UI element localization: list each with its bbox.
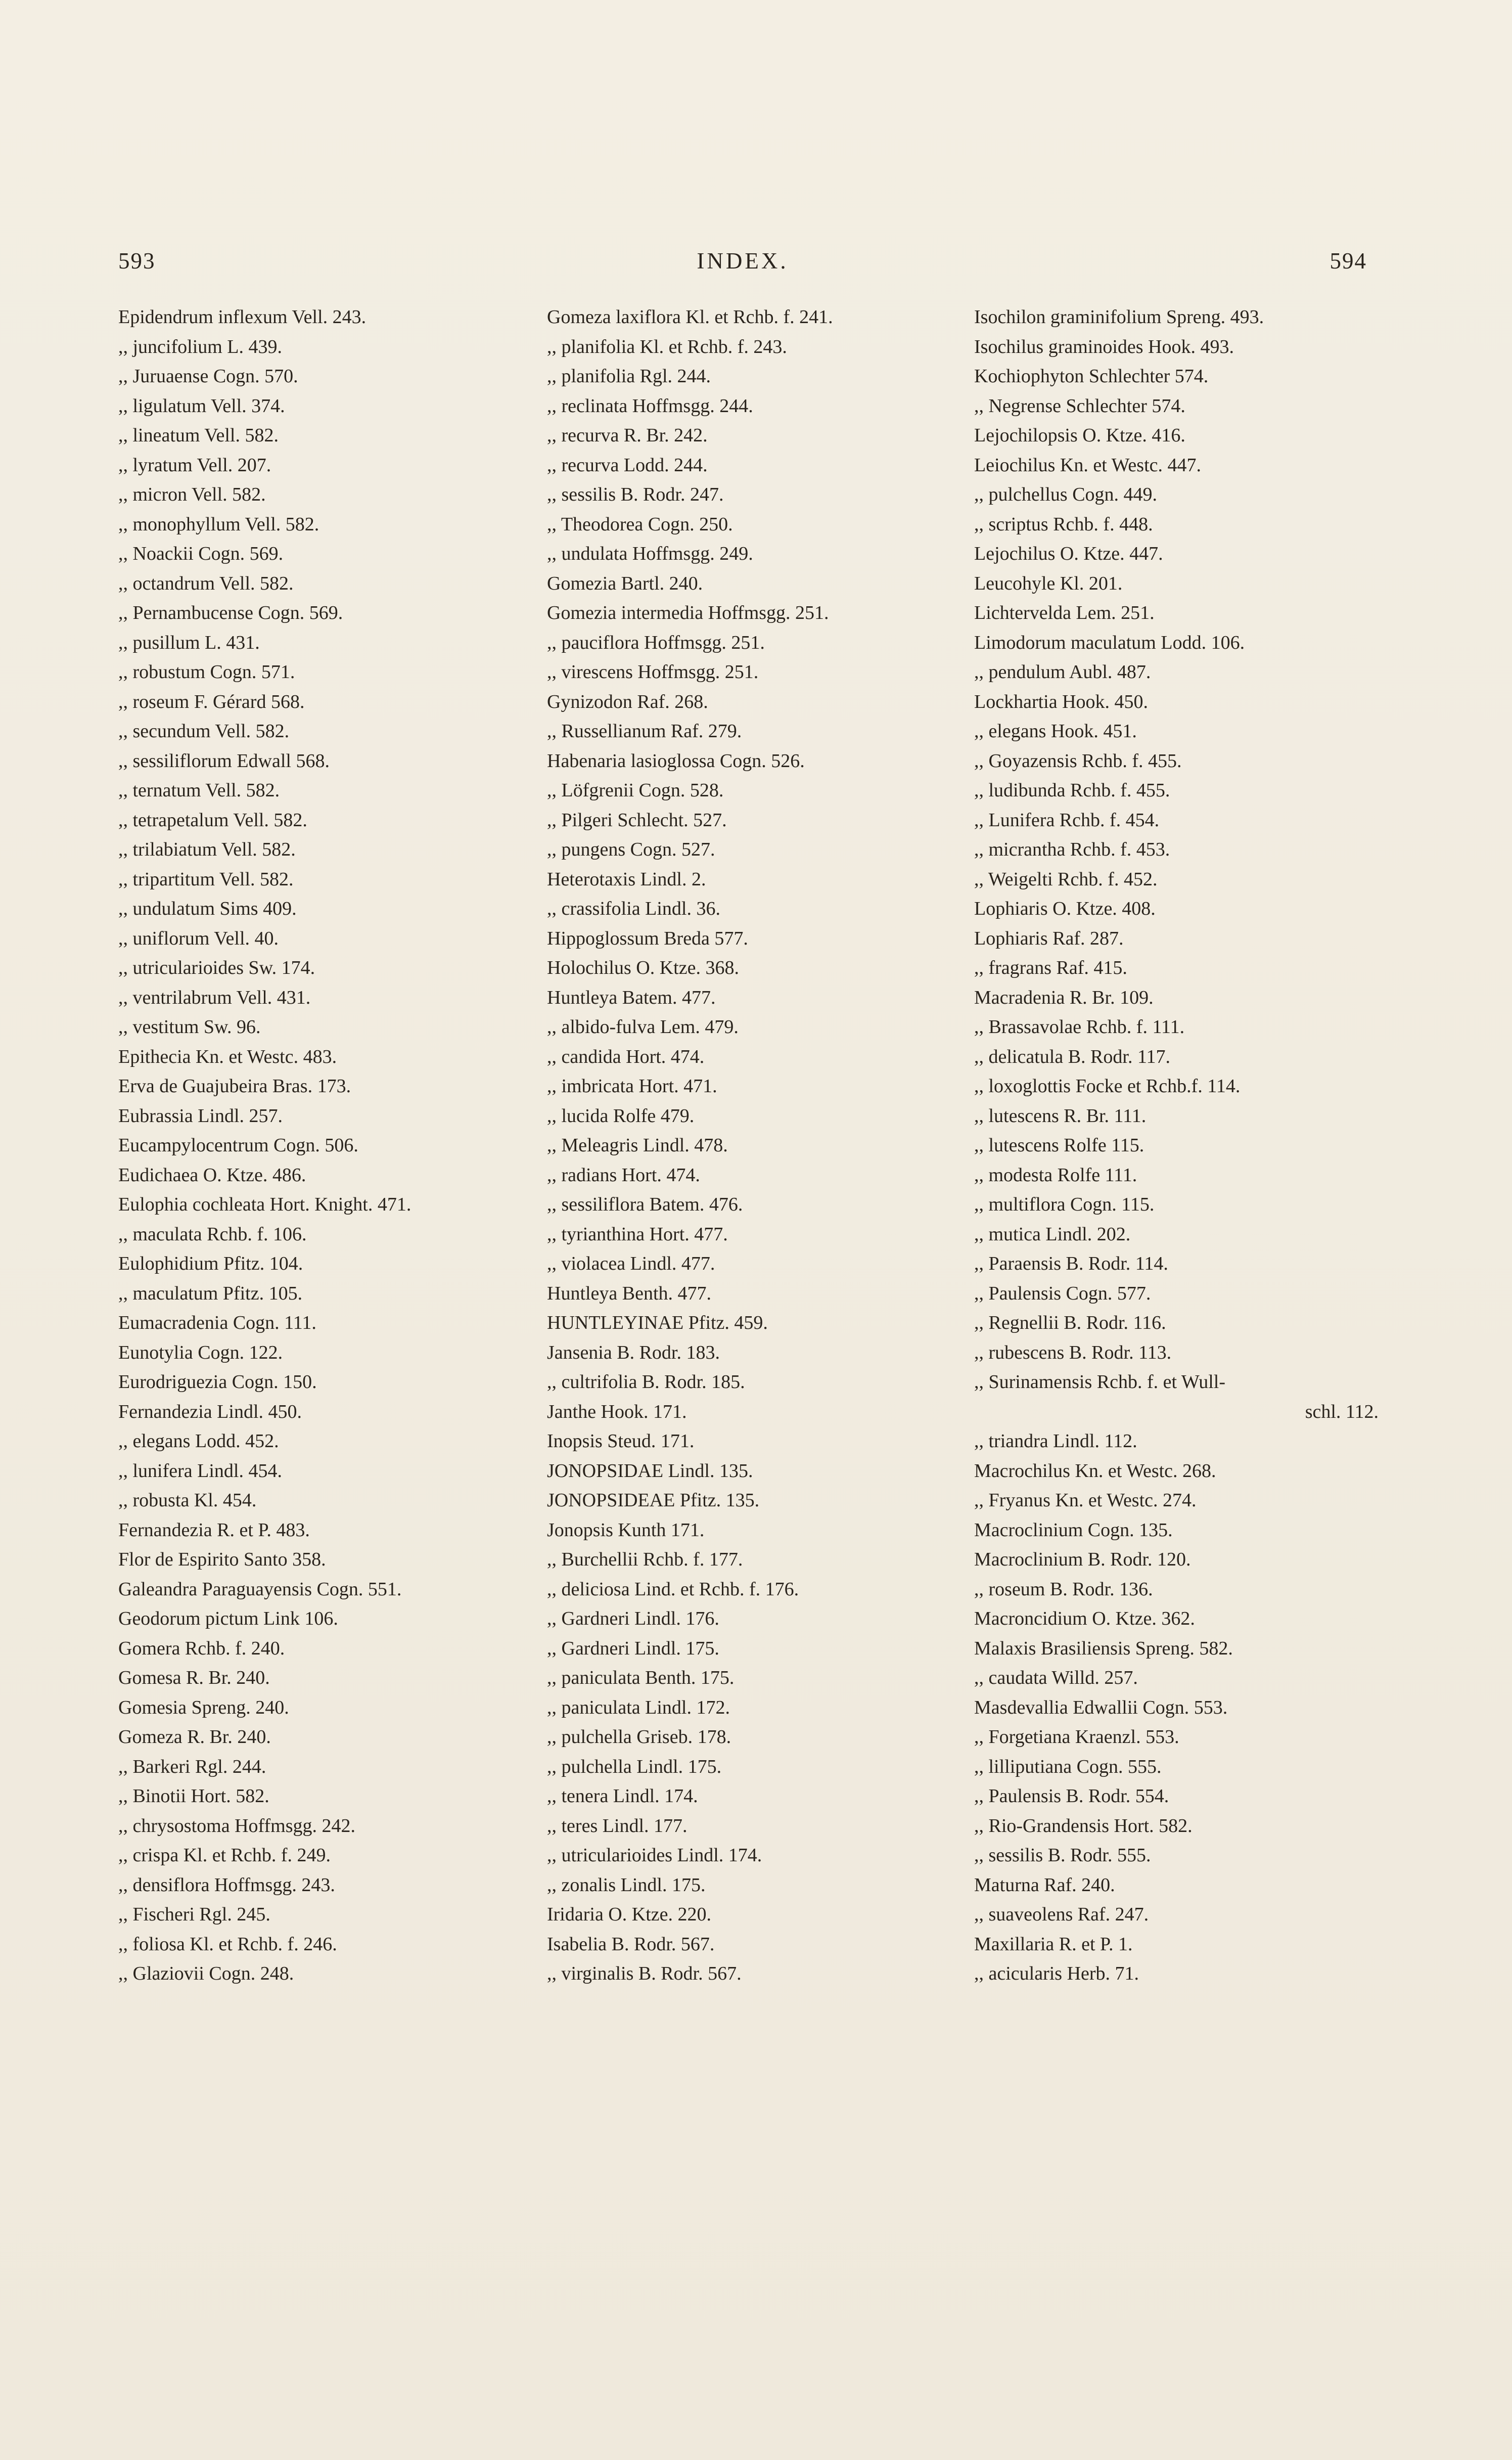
index-entry: ,, roseum F. Gérard 568. bbox=[118, 691, 305, 712]
index-entry: Leiochilus Kn. et Westc. 447. bbox=[974, 454, 1201, 476]
index-entry: ,, lutescens Rolfe 115. bbox=[974, 1135, 1144, 1156]
index-entry: Maxillaria R. et P. 1. bbox=[974, 1933, 1133, 1955]
index-entry: Macrochilus Kn. et Westc. 268. bbox=[974, 1460, 1216, 1482]
index-entry: Macroncidium O. Ktze. 362. bbox=[974, 1608, 1195, 1629]
index-entry: ,, foliosa Kl. et Rchb. f. 246. bbox=[118, 1933, 337, 1955]
index-entry: ,, pulchella Griseb. 178. bbox=[547, 1726, 731, 1748]
index-entry: ,, Binotii Hort. 582. bbox=[118, 1785, 269, 1807]
index-entry: Macradenia R. Br. 109. bbox=[974, 987, 1154, 1008]
index-entry: ,, scriptus Rchb. f. 448. bbox=[974, 513, 1153, 535]
index-entry: ,, caudata Willd. 257. bbox=[974, 1667, 1138, 1688]
index-entry: Eucampylocentrum Cogn. 506. bbox=[118, 1135, 358, 1156]
index-entry: ,, lutescens R. Br. 111. bbox=[974, 1105, 1147, 1127]
index-entry: ,, elegans Lodd. 452. bbox=[118, 1430, 279, 1452]
index-entry: ,, cultrifolia B. Rodr. 185. bbox=[547, 1371, 745, 1393]
index-entry: ,, octandrum Vell. 582. bbox=[118, 572, 294, 594]
index-entry: Gomesa R. Br. 240. bbox=[118, 1667, 270, 1688]
index-entry: Malaxis Brasiliensis Spreng. 582. bbox=[974, 1637, 1233, 1659]
index-entry: Lejochilus O. Ktze. 447. bbox=[974, 543, 1163, 564]
index-entry: ,, sessilis B. Rodr. 247. bbox=[547, 484, 724, 505]
index-entry: Hippoglossum Breda 577. bbox=[547, 927, 748, 949]
index-entry: ,, tripartitum Vell. 582. bbox=[118, 868, 294, 890]
index-entry: Erva de Guajubeira Bras. 173. bbox=[118, 1076, 351, 1097]
index-entry: ,, Juruaense Cogn. 570. bbox=[118, 366, 298, 387]
index-entry: ,, Brassavolae Rchb. f. 111. bbox=[974, 1016, 1185, 1038]
index-entry: Maturna Raf. 240. bbox=[974, 1874, 1115, 1896]
index-entry: ,, Meleagris Lindl. 478. bbox=[547, 1135, 728, 1156]
index-entry: ,, albido-fulva Lem. 479. bbox=[547, 1016, 739, 1038]
index-entry: Holochilus O. Ktze. 368. bbox=[547, 957, 739, 978]
index-entry: Gomeza laxiflora Kl. et Rchb. f. 241. bbox=[547, 306, 833, 328]
index-entry: ,, sessilis B. Rodr. 555. bbox=[974, 1845, 1151, 1866]
index-entry: ,, Theodorea Cogn. 250. bbox=[547, 513, 733, 535]
index-entry: ,, Löfgrenii Cogn. 528. bbox=[547, 780, 724, 801]
index-entry: ,, pulchellus Cogn. 449. bbox=[974, 484, 1158, 505]
index-entry: ,, tyrianthina Hort. 477. bbox=[547, 1223, 728, 1245]
index-entry: ,, utricularioides Sw. 174. bbox=[118, 957, 315, 978]
index-entry: Geodorum pictum Link 106. bbox=[118, 1608, 338, 1629]
index-entry: ,, paniculata Benth. 175. bbox=[547, 1667, 735, 1688]
page-number-right: 594 bbox=[1330, 248, 1367, 274]
index-entry: ,, modesta Rolfe 111. bbox=[974, 1164, 1137, 1186]
index-entry: ,, pendulum Aubl. 487. bbox=[974, 661, 1151, 683]
index-entry: ,, Fischeri Rgl. 245. bbox=[118, 1904, 270, 1925]
index-entry: Huntleya Batem. 477. bbox=[547, 987, 716, 1008]
index-entry: Lejochilopsis O. Ktze. 416. bbox=[974, 425, 1185, 446]
index-entry: ,, maculatum Pfitz. 105. bbox=[118, 1282, 303, 1304]
index-entry: ,, lilliputiana Cogn. 555. bbox=[974, 1756, 1162, 1777]
index-entry: Limodorum maculatum Lodd. 106. bbox=[974, 632, 1245, 653]
index-entry: ,, Fryanus Kn. et Westc. 274. bbox=[974, 1490, 1197, 1511]
index-entry: Eulophia cochleata Hort. Knight. 471. bbox=[118, 1194, 411, 1215]
index-entry: Gomesia Spreng. 240. bbox=[118, 1696, 289, 1718]
index-entry: ,, loxoglottis Focke et Rchb.f. 114. bbox=[974, 1076, 1241, 1097]
index-entry: ,, radians Hort. 474. bbox=[547, 1164, 700, 1186]
page-number-left: 593 bbox=[118, 248, 156, 274]
index-entry: JONOPSIDEAE Pfitz. 135. bbox=[547, 1490, 760, 1511]
index-entry: Fernandezia Lindl. 450. bbox=[118, 1401, 302, 1422]
index-entry: ,, micron Vell. 582. bbox=[118, 484, 266, 505]
index-entry: ,, planifolia Rgl. 244. bbox=[547, 366, 711, 387]
index-entry: ,, Noackii Cogn. 569. bbox=[118, 543, 284, 564]
index-entry: Lophiaris O. Ktze. 408. bbox=[974, 898, 1156, 919]
index-entry: ,, planifolia Kl. et Rchb. f. 243. bbox=[547, 336, 787, 357]
index-entry: Lichtervelda Lem. 251. bbox=[974, 602, 1155, 623]
index-entry: Janthe Hook. 171. bbox=[547, 1401, 687, 1422]
index-entry: ,, multiflora Cogn. 115. bbox=[974, 1194, 1155, 1215]
index-entry: ,, Paulensis B. Rodr. 554. bbox=[974, 1785, 1169, 1807]
index-entry: ,, triandra Lindl. 112. bbox=[974, 1430, 1137, 1452]
index-entry: Eudichaea O. Ktze. 486. bbox=[118, 1164, 306, 1186]
index-entry: Inopsis Steud. 171. bbox=[547, 1430, 695, 1452]
index-entry: ,, tenera Lindl. 174. bbox=[547, 1785, 698, 1807]
index-entry: ,, utricularioides Lindl. 174. bbox=[547, 1845, 762, 1866]
index-entry: ,, recurva Lodd. 244. bbox=[547, 454, 708, 476]
index-entry: ,, zonalis Lindl. 175. bbox=[547, 1874, 706, 1896]
index-entry: ,, lyratum Vell. 207. bbox=[118, 454, 271, 476]
index-entry: ,, teres Lindl. 177. bbox=[547, 1815, 688, 1837]
index-entry: Lockhartia Hook. 450. bbox=[974, 691, 1149, 712]
index-entry: ,, micrantha Rchb. f. 453. bbox=[974, 839, 1170, 860]
index-entry: Heterotaxis Lindl. 2. bbox=[547, 868, 706, 890]
index-entry: ,, deliciosa Lind. et Rchb. f. 176. bbox=[547, 1578, 799, 1600]
index-entry: Gomeza R. Br. 240. bbox=[118, 1726, 271, 1748]
index-entry: Epithecia Kn. et Westc. 483. bbox=[118, 1046, 337, 1067]
index-entry: ,, sessiliflorum Edwall 568. bbox=[118, 750, 330, 772]
index-entry: ,, Russellianum Raf. 279. bbox=[547, 721, 742, 742]
index-entry: Gomera Rchb. f. 240. bbox=[118, 1637, 285, 1659]
index-entry: ,, robusta Kl. 454. bbox=[118, 1490, 257, 1511]
index-entry: ,, Pilgeri Schlecht. 527. bbox=[547, 809, 727, 831]
index-entry: ,, uniflorum Vell. 40. bbox=[118, 927, 279, 949]
index-entry: ,, Gardneri Lindl. 176. bbox=[547, 1608, 719, 1629]
index-entry: Huntleya Benth. 477. bbox=[547, 1282, 712, 1304]
index-entry: ,, vestitum Sw. 96. bbox=[118, 1016, 261, 1038]
index-entry: ,, Forgetiana Kraenzl. 553. bbox=[974, 1726, 1179, 1748]
index-entry: ,, ligulatum Vell. 374. bbox=[118, 395, 285, 417]
index-entry: Eumacradenia Cogn. 111. bbox=[118, 1312, 316, 1333]
index-entry: Jonopsis Kunth 171. bbox=[547, 1519, 705, 1541]
index-entry: schl. 112. bbox=[1305, 1401, 1379, 1422]
index-entry: Masdevallia Edwallii Cogn. 553. bbox=[974, 1696, 1228, 1718]
index-entry: ,, pungens Cogn. 527. bbox=[547, 839, 715, 860]
index-entry: ,, lunifera Lindl. 454. bbox=[118, 1460, 282, 1482]
index-entry: HUNTLEYINAE Pfitz. 459. bbox=[547, 1312, 768, 1333]
index-entry: ,, fragrans Raf. 415. bbox=[974, 957, 1127, 978]
index-entry: Eunotylia Cogn. 122. bbox=[118, 1341, 283, 1363]
index-entry: ,, Goyazensis Rchb. f. 455. bbox=[974, 750, 1182, 772]
index-entry: ,, candida Hort. 474. bbox=[547, 1046, 705, 1067]
index-entry: ,, trilabiatum Vell. 582. bbox=[118, 839, 296, 860]
page-title: INDEX. bbox=[697, 248, 789, 274]
index-entry: ,, densiflora Hoffmsgg. 243. bbox=[118, 1874, 335, 1896]
index-entry: ,, undulata Hoffmsgg. 249. bbox=[547, 543, 753, 564]
index-entry: ,, monophyllum Vell. 582. bbox=[118, 513, 319, 535]
index-entry: ,, pulchella Lindl. 175. bbox=[547, 1756, 722, 1777]
index-entry: ,, lineatum Vell. 582. bbox=[118, 425, 279, 446]
index-entry: Macroclinium B. Rodr. 120. bbox=[974, 1549, 1191, 1570]
index-entry: ,, sessiliflora Batem. 476. bbox=[547, 1194, 743, 1215]
index-entry: Kochiophyton Schlechter 574. bbox=[974, 366, 1209, 387]
index-entry: ,, delicatula B. Rodr. 117. bbox=[974, 1046, 1171, 1067]
index-entry: ,, ternatum Vell. 582. bbox=[118, 780, 280, 801]
index-entry: ,, elegans Hook. 451. bbox=[974, 721, 1137, 742]
index-entry: Eurodriguezia Cogn. 150. bbox=[118, 1371, 317, 1393]
index-entry: JONOPSIDAE Lindl. 135. bbox=[547, 1460, 753, 1482]
index-entry: Eubrassia Lindl. 257. bbox=[118, 1105, 283, 1127]
index-entry: ,, suaveolens Raf. 247. bbox=[974, 1904, 1149, 1925]
index-entry: ,, Surinamensis Rchb. f. et Wull- bbox=[974, 1371, 1225, 1393]
index-entry: ,, Pernambucense Cogn. 569. bbox=[118, 602, 343, 623]
index-entry: ,, pusillum L. 431. bbox=[118, 632, 260, 653]
index-entry: Gomezia Bartl. 240. bbox=[547, 572, 703, 594]
index-entry: Leucohyle Kl. 201. bbox=[974, 572, 1123, 594]
index-entry: ,, juncifolium L. 439. bbox=[118, 336, 283, 357]
page-header bbox=[118, 248, 1367, 283]
index-entry: ,, Rio-Grandensis Hort. 582. bbox=[974, 1815, 1193, 1837]
index-entry: Isabelia B. Rodr. 567. bbox=[547, 1933, 715, 1955]
index-entry: ,, lucida Rolfe 479. bbox=[547, 1105, 695, 1127]
index-entry: ,, Gardneri Lindl. 175. bbox=[547, 1637, 719, 1659]
index-entry: ,, ventrilabrum Vell. 431. bbox=[118, 987, 311, 1008]
index-entry: Lophiaris Raf. 287. bbox=[974, 927, 1124, 949]
index-entry: ,, acicularis Herb. 71. bbox=[974, 1963, 1139, 1984]
index-entry: ,, virginalis B. Rodr. 567. bbox=[547, 1963, 742, 1984]
index-entry: Jansenia B. Rodr. 183. bbox=[547, 1341, 720, 1363]
index-entry: Epidendrum inflexum Vell. 243. bbox=[118, 306, 366, 328]
index-entry: ,, Paulensis Cogn. 577. bbox=[974, 1282, 1151, 1304]
index-entry: Macroclinium Cogn. 135. bbox=[974, 1519, 1173, 1541]
index-entry: ,, roseum B. Rodr. 136. bbox=[974, 1578, 1153, 1600]
index-entry: ,, violacea Lindl. 477. bbox=[547, 1253, 715, 1274]
index-column-3 bbox=[974, 302, 1399, 1989]
index-entry: ,, imbricata Hort. 471. bbox=[547, 1076, 717, 1097]
index-entry: ,, Paraensis B. Rodr. 114. bbox=[974, 1253, 1168, 1274]
index-entry: ,, paniculata Lindl. 172. bbox=[547, 1696, 730, 1718]
index-entry: ,, maculata Rchb. f. 106. bbox=[118, 1223, 307, 1245]
index-entry: ,, Negrense Schlechter 574. bbox=[974, 395, 1185, 417]
index-entry: ,, reclinata Hoffmsgg. 244. bbox=[547, 395, 753, 417]
index-entry: ,, undulatum Sims 409. bbox=[118, 898, 297, 919]
index-entry: Fernandezia R. et P. 483. bbox=[118, 1519, 310, 1541]
index-entry: ,, Barkeri Rgl. 244. bbox=[118, 1756, 266, 1777]
index-entry: Habenaria lasioglossa Cogn. 526. bbox=[547, 750, 805, 772]
index-entry: Gynizodon Raf. 268. bbox=[547, 691, 708, 712]
index-column-1 bbox=[118, 302, 543, 1989]
index-entry: ,, ludibunda Rchb. f. 455. bbox=[974, 780, 1170, 801]
index-entry: ,, tetrapetalum Vell. 582. bbox=[118, 809, 307, 831]
index-entry: Isochilon graminifolium Spreng. 493. bbox=[974, 306, 1264, 328]
index-entry: ,, Weigelti Rchb. f. 452. bbox=[974, 868, 1158, 890]
index-entry: ,, mutica Lindl. 202. bbox=[974, 1223, 1131, 1245]
index-entry: Galeandra Paraguayensis Cogn. 551. bbox=[118, 1578, 402, 1600]
index-entry: ,, Glaziovii Cogn. 248. bbox=[118, 1963, 294, 1984]
index-entry: ,, secundum Vell. 582. bbox=[118, 721, 290, 742]
index-entry: ,, rubescens B. Rodr. 113. bbox=[974, 1341, 1172, 1363]
index-entry: Flor de Espirito Santo 358. bbox=[118, 1549, 326, 1570]
index-entry: Gomezia intermedia Hoffmsgg. 251. bbox=[547, 602, 829, 623]
index-column-2 bbox=[547, 302, 972, 1989]
index-entry: ,, Regnellii B. Rodr. 116. bbox=[974, 1312, 1166, 1333]
index-entry: Isochilus graminoides Hook. 493. bbox=[974, 336, 1234, 357]
index-entry: ,, virescens Hoffmsgg. 251. bbox=[547, 661, 759, 683]
index-entry: ,, crispa Kl. et Rchb. f. 249. bbox=[118, 1845, 331, 1866]
index-entry: ,, chrysostoma Hoffmsgg. 242. bbox=[118, 1815, 355, 1837]
index-entry: Iridaria O. Ktze. 220. bbox=[547, 1904, 711, 1925]
index-entry: Eulophidium Pfitz. 104. bbox=[118, 1253, 303, 1274]
index-entry: ,, pauciflora Hoffmsgg. 251. bbox=[547, 632, 765, 653]
index-entry: ,, crassifolia Lindl. 36. bbox=[547, 898, 720, 919]
index-entry: ,, robustum Cogn. 571. bbox=[118, 661, 295, 683]
index-entry: ,, Lunifera Rchb. f. 454. bbox=[974, 809, 1160, 831]
index-entry: ,, recurva R. Br. 242. bbox=[547, 425, 708, 446]
index-entry: ,, Burchellii Rchb. f. 177. bbox=[547, 1549, 743, 1570]
